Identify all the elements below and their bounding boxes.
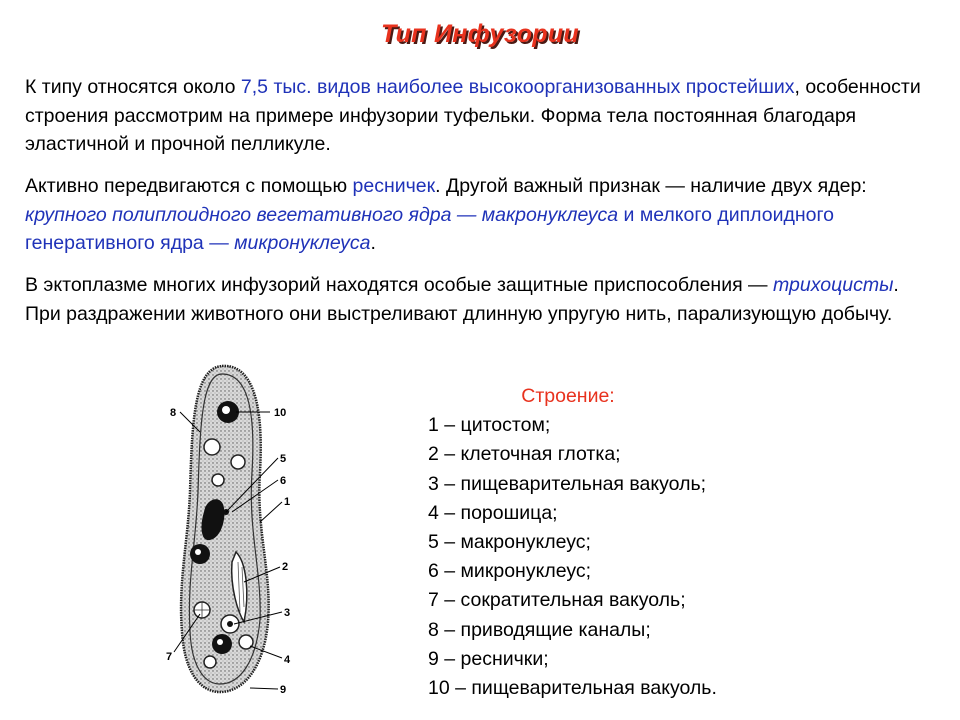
- structure-legend: [428, 382, 848, 703]
- slide-title: Тип Инфузории: [380, 20, 579, 48]
- legend-item: 1 – цитостом;: [428, 414, 551, 437]
- p2-text-4: .: [370, 232, 376, 254]
- label-8: 8: [170, 407, 177, 419]
- p2-text-1: Активно передвигаются с помощью: [25, 175, 353, 197]
- legend-title: Строение:: [521, 385, 615, 407]
- p3-text-2: . При раздражении животного они выстреливают длинную упругую нить, парализующую добычу.: [25, 274, 899, 325]
- label-5: 5: [280, 453, 287, 465]
- label-3: 3: [284, 607, 291, 619]
- label-6: 6: [280, 475, 287, 487]
- legend-item: 2 – клеточная глотка;: [428, 443, 621, 466]
- paragraph-movement: [25, 172, 925, 258]
- legend-item: 10 – пищеварительная вакуоль.: [428, 677, 717, 700]
- legend-item: 8 – приводящие каналы;: [428, 618, 651, 641]
- paragraph-intro: [25, 73, 925, 159]
- p2-highlight-macronucleus: крупного полиплоидного вегетативного ядра — макронуклеуса: [25, 203, 619, 226]
- p2-highlight-micronucleus: микронуклеуса: [234, 232, 371, 254]
- label-9: 9: [280, 684, 287, 696]
- p1-text-2: , особенности строения рассмотрим на примере инфузории туфельки. Форма тела постоянная благодаря эластичной и прочной пелликуле.: [25, 76, 921, 155]
- label-10: 10: [274, 407, 287, 419]
- label-7: 7: [166, 651, 173, 663]
- p1-text-1: К типу относятся около: [25, 76, 241, 98]
- p2-highlight-cilia: ресничек: [352, 175, 436, 197]
- legend-item: 6 – микронуклеус;: [428, 560, 592, 583]
- legend-item: 9 – реснички;: [428, 647, 549, 670]
- legend-item: 4 – порошица;: [428, 501, 558, 524]
- legend-item: 3 – пищеварительная вакуоль;: [428, 472, 707, 495]
- p3-highlight-trichocysts: трихоцисты: [772, 274, 894, 296]
- legend-item: 5 – макронуклеус;: [428, 531, 591, 554]
- p1-highlight-species: 7,5 тыс. видов наиболее высокоорганизованных простейших: [240, 76, 795, 98]
- legend-item: 7 – сократительная вакуоль;: [428, 589, 686, 612]
- label-2: 2: [282, 561, 289, 573]
- label-1: 1: [284, 496, 291, 508]
- p2-text-3: и мелкого диплоидного генеративного ядра —: [25, 203, 835, 254]
- label-4: 4: [284, 654, 291, 666]
- paramecium-illustration: [160, 362, 300, 700]
- paramecium-diagram: [160, 362, 300, 700]
- p2-text-2: . Другой важный признак — наличие двух ядер:: [435, 175, 867, 197]
- p3-text-1: В эктоплазме многих инфузорий находятся особые защитные приспособления —: [25, 274, 773, 296]
- paragraph-trichocysts: [25, 271, 925, 328]
